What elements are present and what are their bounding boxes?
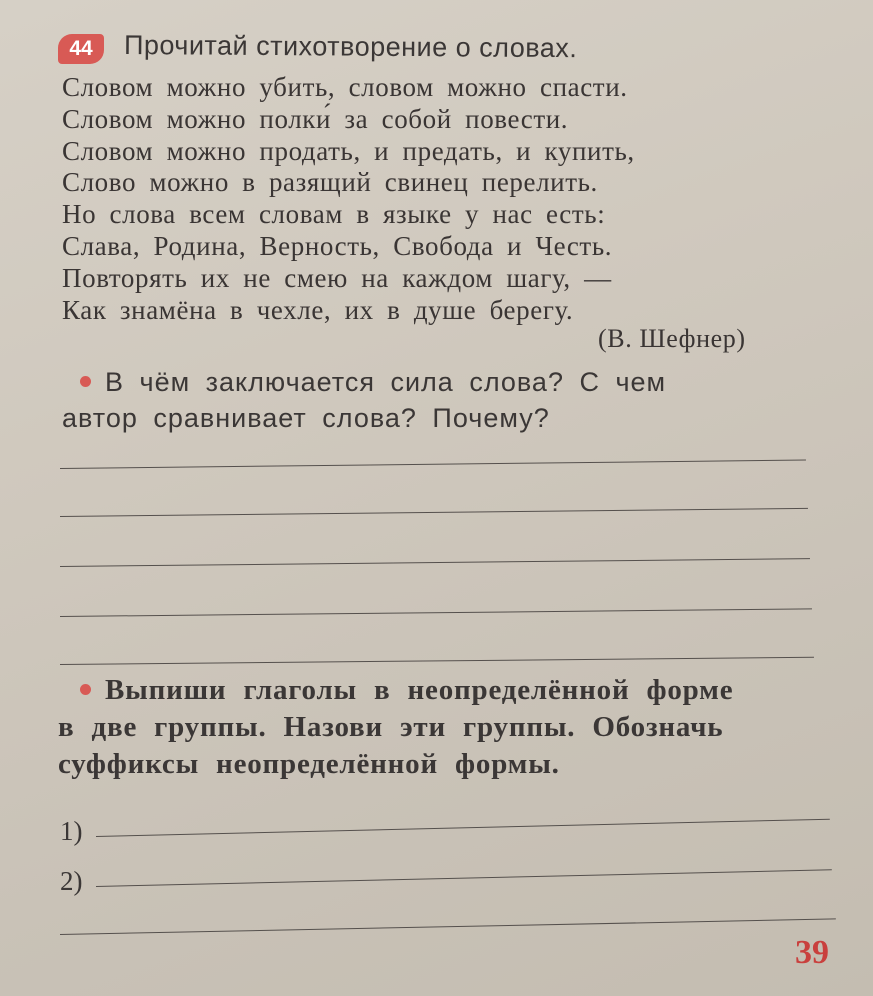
answer-label-2: 2) <box>60 866 83 896</box>
answer-label-1: 1) <box>60 816 83 846</box>
poem-line: Словом можно убить, словом можно спасти. <box>62 72 628 102</box>
poem-line: Повторять их не смею на каждом шагу, — <box>62 262 612 293</box>
question-1-line-2: автор сравнивает слова? Почему? <box>62 403 550 433</box>
answer-line-1[interactable] <box>96 819 830 837</box>
answer-line[interactable] <box>60 558 810 567</box>
question-2-line-2: в две группы. Назови эти группы. Обозначь <box>58 711 724 743</box>
poem-line: Но слова всем словам в языке у нас есть: <box>62 199 606 230</box>
question-2-line-1: Выпиши глаголы в неопределённой форме <box>105 674 734 706</box>
poem-line: Слава, Родина, Верность, Свобода и Честь. <box>62 230 613 261</box>
task-number-badge: 44 <box>58 34 104 64</box>
answer-line[interactable] <box>60 657 814 665</box>
answer-line[interactable] <box>60 460 806 469</box>
question-2 <box>58 672 840 783</box>
bullet-icon <box>80 376 91 387</box>
poem-line: Словом можно полки́ за собой повести. <box>62 103 569 134</box>
answer-line[interactable] <box>60 608 812 617</box>
answer-line-2[interactable] <box>96 869 832 887</box>
task-title: Прочитай стихотворение о словах. <box>123 30 578 64</box>
poem-line: Слово можно в разящий свинец перелить. <box>62 167 598 198</box>
question-1 <box>62 364 820 436</box>
bullet-icon <box>80 684 91 695</box>
poem <box>62 72 802 326</box>
poem-line: Словом можно продать, и предать, и купить, <box>62 135 635 166</box>
question-1-line-1: В чём заключается сила слова? С чем <box>105 367 667 397</box>
answer-line[interactable] <box>60 918 836 935</box>
poem-author: (В. Шефнер) <box>598 324 746 353</box>
page-number: 39 <box>795 934 829 971</box>
answer-line[interactable] <box>60 508 808 517</box>
question-2-line-3: суффиксы неопределённой формы. <box>58 748 560 780</box>
poem-line: Как знамёна в чехле, их в душе берегу. <box>62 294 574 325</box>
